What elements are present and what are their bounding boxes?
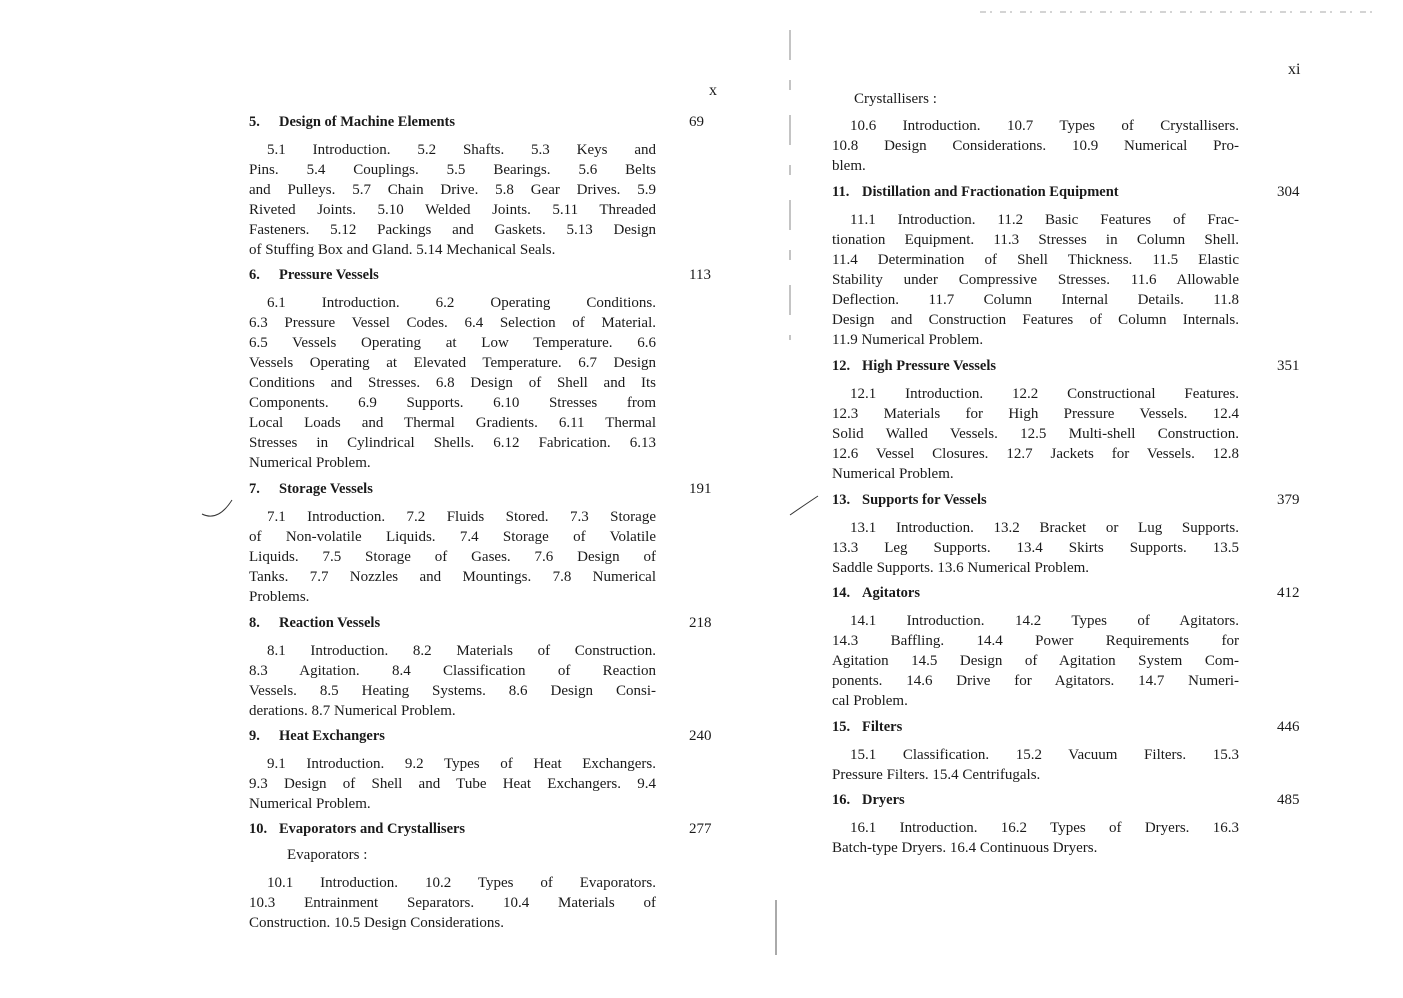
entry-body-line: Tanks. 7.7 Nozzles and Mountings. 7.8 Numerical: [249, 569, 656, 585]
chapter-title: Supports for Vessels: [862, 492, 987, 508]
entry-body-line: 11.9 Numerical Problem.: [832, 332, 984, 348]
entry-body-line: Fasteners. 5.12 Packings and Gaskets. 5.13 Design: [249, 222, 656, 238]
entry-body-line: Agitation 14.5 Design of Agitation System Com-: [832, 653, 1239, 669]
entry-body-line: 11.1 Introduction. 11.2 Basic Features of Frac-: [850, 212, 1239, 228]
chapter-number: 16.: [832, 792, 851, 808]
entry-body-line: Numerical Problem.: [249, 455, 371, 471]
chapter-number: 8.: [249, 615, 260, 631]
chapter-page-number: 485: [1277, 792, 1300, 808]
chapter-number: 15.: [832, 719, 851, 735]
chapter-title: Filters: [862, 719, 903, 735]
entry-body-line: Pins. 5.4 Couplings. 5.5 Bearings. 5.6 Belts: [249, 162, 656, 178]
chapter-title: Evaporators and Crystallisers: [279, 821, 466, 837]
entry-body-line: Batch-type Dryers. 16.4 Continuous Dryers.: [832, 840, 1098, 856]
entry-body-line: 12.3 Materials for High Pressure Vessels. 12.4: [832, 406, 1239, 422]
subheading: Evaporators :: [287, 847, 368, 863]
entry-body-line: derations. 8.7 Numerical Problem.: [249, 703, 456, 719]
entry-body-line: and Pulleys. 5.7 Chain Drive. 5.8 Gear Drives. 5.9: [249, 182, 656, 198]
entry-body-line: 14.3 Baffling. 14.4 Power Requirements for: [832, 633, 1239, 649]
entry-body-line: 11.4 Determination of Shell Thickness. 11.5 Elastic: [832, 252, 1239, 268]
entry-body-line: 6.1 Introduction. 6.2 Operating Conditions.: [267, 295, 656, 311]
entry-body-line: of Stuffing Box and Gland. 5.14 Mechanical Seals.: [249, 242, 556, 258]
entry-body-line: Solid Walled Vessels. 12.5 Multi-shell Construction.: [832, 426, 1239, 442]
chapter-page-number: 351: [1277, 358, 1300, 374]
entry-body-line: Vessels Operating at Elevated Temperature. 6.7 Design: [249, 355, 656, 371]
entry-body-line: 10.6 Introduction. 10.7 Types of Crystallisers.: [850, 118, 1239, 134]
entry-body-line: Problems.: [249, 589, 310, 605]
chapter-number: 14.: [832, 585, 851, 601]
chapter-page-number: 277: [689, 821, 712, 837]
entry-body-line: Design and Construction Features of Column Internals.: [832, 312, 1239, 328]
entry-body-line: cal Problem.: [832, 693, 908, 709]
entry-body-line: Stability under Compressive Stresses. 11.6 Allowable: [832, 272, 1239, 288]
entry-body-line: 15.1 Classification. 15.2 Vacuum Filters. 15.3: [850, 747, 1239, 763]
chapter-page-number: 446: [1277, 719, 1300, 735]
chapter-title: Dryers: [862, 792, 905, 808]
entry-body-line: 10.3 Entrainment Separators. 10.4 Materials of: [249, 895, 656, 911]
chapter-title: Heat Exchangers: [279, 728, 385, 744]
chapter-number: 5.: [249, 114, 260, 130]
chapter-number: 7.: [249, 481, 260, 497]
entry-body-line: Construction. 10.5 Design Considerations.: [249, 915, 504, 931]
entry-body-line: 12.1 Introduction. 12.2 Constructional Features.: [850, 386, 1239, 402]
entry-body-line: Numerical Problem.: [249, 796, 371, 812]
entry-body-line: Liquids. 7.5 Storage of Gases. 7.6 Design of: [249, 549, 656, 565]
chapter-title: Reaction Vessels: [279, 615, 381, 631]
page-number: xi: [1288, 61, 1301, 78]
entry-body-line: 10.1 Introduction. 10.2 Types of Evaporators.: [267, 875, 656, 891]
entry-body-line: 13.1 Introduction. 13.2 Bracket or Lug Supports.: [850, 520, 1239, 536]
entry-body-line: 6.3 Pressure Vessel Codes. 6.4 Selection of Material.: [249, 315, 656, 331]
chapter-number: 10.: [249, 821, 268, 837]
entry-body-line: 13.3 Leg Supports. 13.4 Skirts Supports. 13.5: [832, 540, 1239, 556]
entry-body-line: blem.: [832, 158, 866, 174]
entry-body-line: 5.1 Introduction. 5.2 Shafts. 5.3 Keys and: [267, 142, 656, 158]
chapter-number: 11.: [832, 184, 850, 200]
entry-body-line: tionation Equipment. 11.3 Stresses in Column Shell.: [832, 232, 1239, 248]
chapter-number: 6.: [249, 267, 260, 283]
entry-body-line: 16.1 Introduction. 16.2 Types of Dryers. 16.3: [850, 820, 1239, 836]
entry-body-line: Pressure Filters. 15.4 Centrifugals.: [832, 767, 1041, 783]
chapter-title: High Pressure Vessels: [862, 358, 997, 374]
chapter-title: Pressure Vessels: [279, 267, 379, 283]
entry-body-line: 9.1 Introduction. 9.2 Types of Heat Exchangers.: [267, 756, 656, 772]
chapter-title: Design of Machine Elements: [279, 114, 455, 130]
chapter-page-number: 218: [689, 615, 712, 631]
chapter-number: 9.: [249, 728, 260, 744]
entry-body-line: ponents. 14.6 Drive for Agitators. 14.7 Numeri-: [832, 673, 1239, 689]
chapter-number: 12.: [832, 358, 851, 374]
check-mark: [790, 496, 818, 515]
chapter-page-number: 240: [689, 728, 712, 744]
entry-body-line: 12.6 Vessel Closures. 12.7 Jackets for Vessels. 12.8: [832, 446, 1239, 462]
check-mark: [202, 500, 232, 516]
entry-body-line: 14.1 Introduction. 14.2 Types of Agitators.: [850, 613, 1239, 629]
entry-body-line: Riveted Joints. 5.10 Welded Joints. 5.11 Threaded: [249, 202, 656, 218]
chapter-page-number: 412: [1277, 585, 1300, 601]
entry-body-line: Conditions and Stresses. 6.8 Design of Shell and Its: [249, 375, 656, 391]
entry-body-line: Deflection. 11.7 Column Internal Details. 11.8: [832, 292, 1239, 308]
chapter-page-number: 191: [689, 481, 712, 497]
page-number: x: [709, 82, 717, 99]
chapter-number: 13.: [832, 492, 851, 508]
entry-body-line: 7.1 Introduction. 7.2 Fluids Stored. 7.3 Storage: [267, 509, 656, 525]
entry-body-line: 6.5 Vessels Operating at Low Temperature. 6.6: [249, 335, 656, 351]
entry-body-line: of Non-volatile Liquids. 7.4 Storage of Volatile: [249, 529, 656, 545]
entry-body-line: Stresses in Cylindrical Shells. 6.12 Fabrication. 6.13: [249, 435, 656, 451]
entry-body-line: Local Loads and Thermal Gradients. 6.11 Thermal: [249, 415, 656, 431]
chapter-page-number: 379: [1277, 492, 1300, 508]
entry-body-line: 8.3 Agitation. 8.4 Classification of Reaction: [249, 663, 656, 679]
entry-body-line: Components. 6.9 Supports. 6.10 Stresses from: [249, 395, 656, 411]
entry-body-line: 10.8 Design Considerations. 10.9 Numerical Pro-: [832, 138, 1239, 154]
chapter-page-number: 304: [1277, 184, 1300, 200]
entry-body-line: 8.1 Introduction. 8.2 Materials of Construction.: [267, 643, 656, 659]
chapter-page-number: 69: [689, 114, 704, 130]
entry-body-line: Vessels. 8.5 Heating Systems. 8.6 Design Consi-: [249, 683, 656, 699]
entry-body-line: Saddle Supports. 13.6 Numerical Problem.: [832, 560, 1090, 576]
chapter-title: Agitators: [862, 585, 920, 601]
entry-body-line: 9.3 Design of Shell and Tube Heat Exchangers. 9.4: [249, 776, 656, 792]
subheading: Crystallisers :: [854, 91, 937, 107]
chapter-title: Distillation and Fractionation Equipment: [862, 184, 1119, 200]
chapter-title: Storage Vessels: [279, 481, 373, 497]
entry-body-line: Numerical Problem.: [832, 466, 954, 482]
chapter-page-number: 113: [689, 267, 711, 283]
